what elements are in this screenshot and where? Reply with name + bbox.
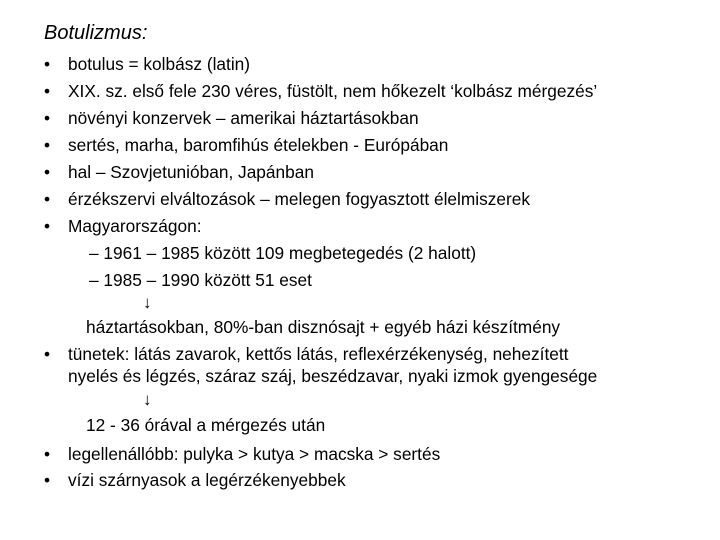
bullet-text-hungary: Magyarországon:	[68, 216, 202, 236]
down-arrow-icon: ↓	[143, 293, 152, 312]
bullet-text-etymology: botulus = kolbász (latin)	[68, 54, 251, 74]
bullet-marker: •	[44, 81, 51, 101]
bullet-marker: •	[44, 444, 51, 464]
hungary-result-text: háztartásokban, 80%-ban disznósajt + egyéb házi készítmény	[86, 317, 561, 337]
bullet-marker: •	[44, 344, 51, 364]
bullet-marker: •	[44, 54, 51, 74]
bullet-text-sensory-changes: érzékszervi elváltozások – melegen fogyasztott élelmiszerek	[68, 189, 530, 209]
bullet-text-meat-europe: sertés, marha, baromfihús ételekben - Európában	[68, 135, 449, 155]
bullet-text-waterfowl: vízi szárnyasok a legérzékenyebbek	[68, 470, 346, 490]
bullet-marker: •	[44, 216, 51, 236]
bullet-marker: •	[44, 162, 51, 182]
bullet-text-canned-vegetables: növényi konzervek – amerikai háztartásokban	[68, 108, 419, 128]
bullet-marker: •	[44, 135, 51, 155]
sub-item-1985-1990: – 1985 – 1990 között 51 eset	[89, 270, 312, 290]
bullet-text-symptoms-line1: tünetek: látás zavarok, kettős látás, reflexérzékenység, nehezített	[68, 344, 569, 364]
down-arrow-icon: ↓	[143, 390, 152, 409]
sub-item-1961-1985: – 1961 – 1985 között 109 megbetegedés (2 halott)	[89, 243, 477, 263]
bullet-text-history: XIX. sz. első fele 230 véres, füstölt, nem hőkezelt ‘kolbász mérgezés’	[68, 81, 598, 101]
slide-title: Botulizmus:	[44, 22, 148, 44]
bullet-text-fish: hal – Szovjetunióban, Japánban	[68, 162, 314, 182]
bullet-text-symptoms-line2: nyelés és légzés, száraz száj, beszédzavar, nyaki izmok gyengesége	[68, 366, 598, 386]
bullet-marker: •	[44, 189, 51, 209]
symptoms-onset-text: 12 - 36 órával a mérgezés után	[86, 415, 326, 435]
bullet-marker: •	[44, 108, 51, 128]
bullet-text-resistance: legellenállóbb: pulyka > kutya > macska > sertés	[68, 444, 441, 464]
bullet-marker: •	[44, 470, 51, 490]
